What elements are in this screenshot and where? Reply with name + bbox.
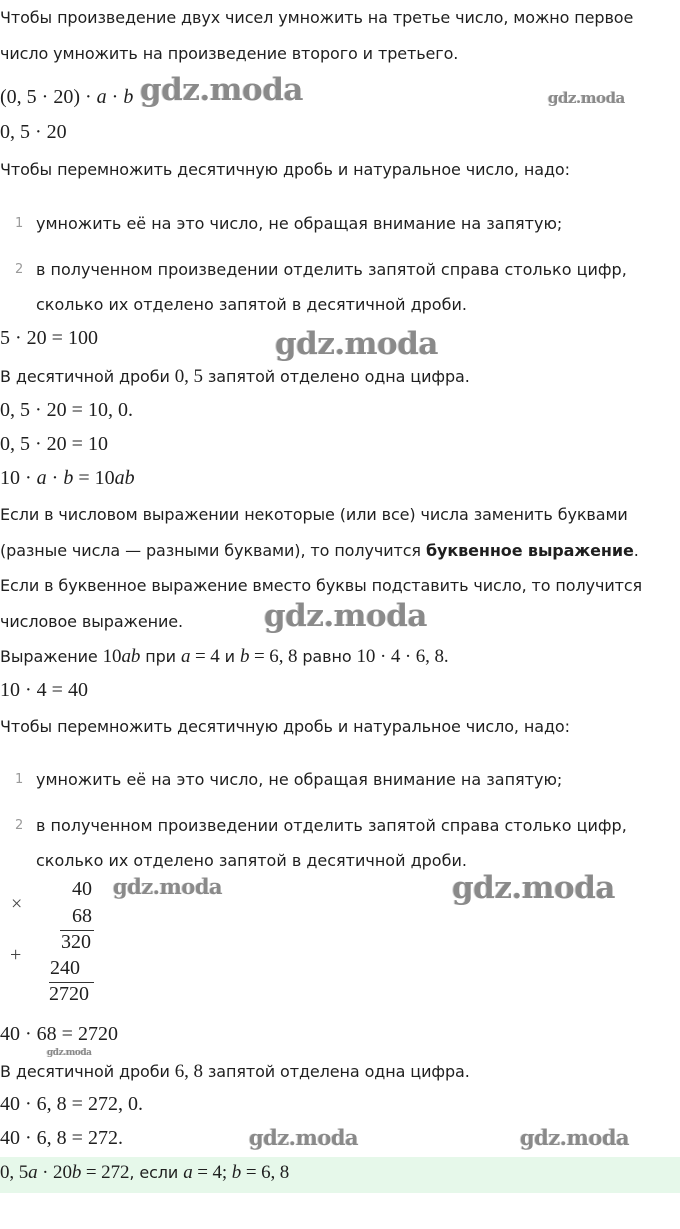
times-sign: × — [11, 893, 23, 915]
math-line: 40 · 68 = 2720 — [0, 1023, 118, 1045]
list-number: 2 — [15, 262, 24, 277]
text-line: число умножить на произведение второго и третьего. — [0, 44, 459, 63]
column-multiplicand: 40 — [72, 878, 92, 900]
text-line: Чтобы произведение двух чисел умножить на третье число, можно первое — [0, 8, 634, 27]
math-line: 0, 5 · 20 — [0, 121, 67, 143]
list-item: в полученном произведении отделить запятой справа столько цифр, — [36, 816, 627, 835]
column-partial-product: 240 — [50, 957, 80, 979]
math-line: 10 · 4 = 40 — [0, 679, 88, 701]
text-line: В десятичной дроби 6, 8 запятой отделена одна цифра. — [0, 1061, 470, 1082]
text-line: Если в числовом выражении некоторые (или все) числа заменить буквами — [0, 505, 628, 524]
watermark: gdz.moda — [249, 1125, 359, 1150]
math-line: 5 · 20 = 100 — [0, 327, 98, 349]
plus-sign: + — [10, 944, 22, 966]
math-line: 40 · 6, 8 = 272, 0. — [0, 1093, 143, 1115]
watermark: gdz.moda — [548, 89, 625, 107]
list-number: 1 — [15, 216, 24, 231]
text-line: числовое выражение. — [0, 612, 183, 631]
text-line: (разные числа — разными буквами), то получится буквенное выражение. — [0, 541, 639, 560]
watermark: gdz.moda — [275, 326, 438, 362]
text-line: В десятичной дроби 0, 5 запятой отделено одна цифра. — [0, 366, 470, 387]
text-line: Выражение 10ab при a = 4 и b = 6, 8 равно 10 · 4 · 6, 8. — [0, 646, 449, 667]
list-item-continuation: сколько их отделено запятой в десятичной дроби. — [36, 295, 467, 314]
text-line: Если в буквенное выражение вместо буквы подставить число, то получится — [0, 576, 643, 595]
math-line: 0, 5 · 20 = 10, 0. — [0, 399, 133, 421]
list-item-continuation: сколько их отделено запятой в десятичной дроби. — [36, 851, 467, 870]
watermark: gdz.moda — [264, 598, 427, 634]
watermark: gdz.moda — [47, 1048, 92, 1058]
column-result: 2720 — [49, 983, 89, 1005]
math-line: 10 · a · b = 10ab — [0, 467, 135, 489]
math-line: (0, 5 · 20) · a · b — [0, 86, 134, 108]
column-multiplier: 68 — [72, 905, 92, 927]
term-bold: буквенное выражение — [425, 541, 634, 560]
watermark: gdz.moda — [452, 870, 615, 906]
list-number: 2 — [15, 818, 24, 833]
math-line: 0, 5 · 20 = 10 — [0, 433, 108, 455]
list-item: в полученном произведении отделить запятой справа столько цифр, — [36, 260, 627, 279]
watermark: gdz.moda — [520, 1125, 630, 1150]
list-item: умножить её на это число, не обращая внимание на запятую; — [36, 770, 563, 789]
text-line: Чтобы перемножить десятичную дробь и натуральное число, надо: — [0, 717, 570, 736]
list-item: умножить её на это число, не обращая внимание на запятую; — [36, 214, 563, 233]
watermark: gdz.moda — [113, 874, 223, 899]
answer-line: 0, 5a · 20b = 272, если a = 4; b = 6, 8 — [0, 1162, 290, 1183]
list-number: 1 — [15, 772, 24, 787]
watermark: gdz.moda — [140, 72, 303, 108]
text-line: Чтобы перемножить десятичную дробь и натуральное число, надо: — [0, 160, 570, 179]
column-partial-product: 320 — [61, 931, 91, 953]
math-line: 40 · 6, 8 = 272. — [0, 1127, 123, 1149]
